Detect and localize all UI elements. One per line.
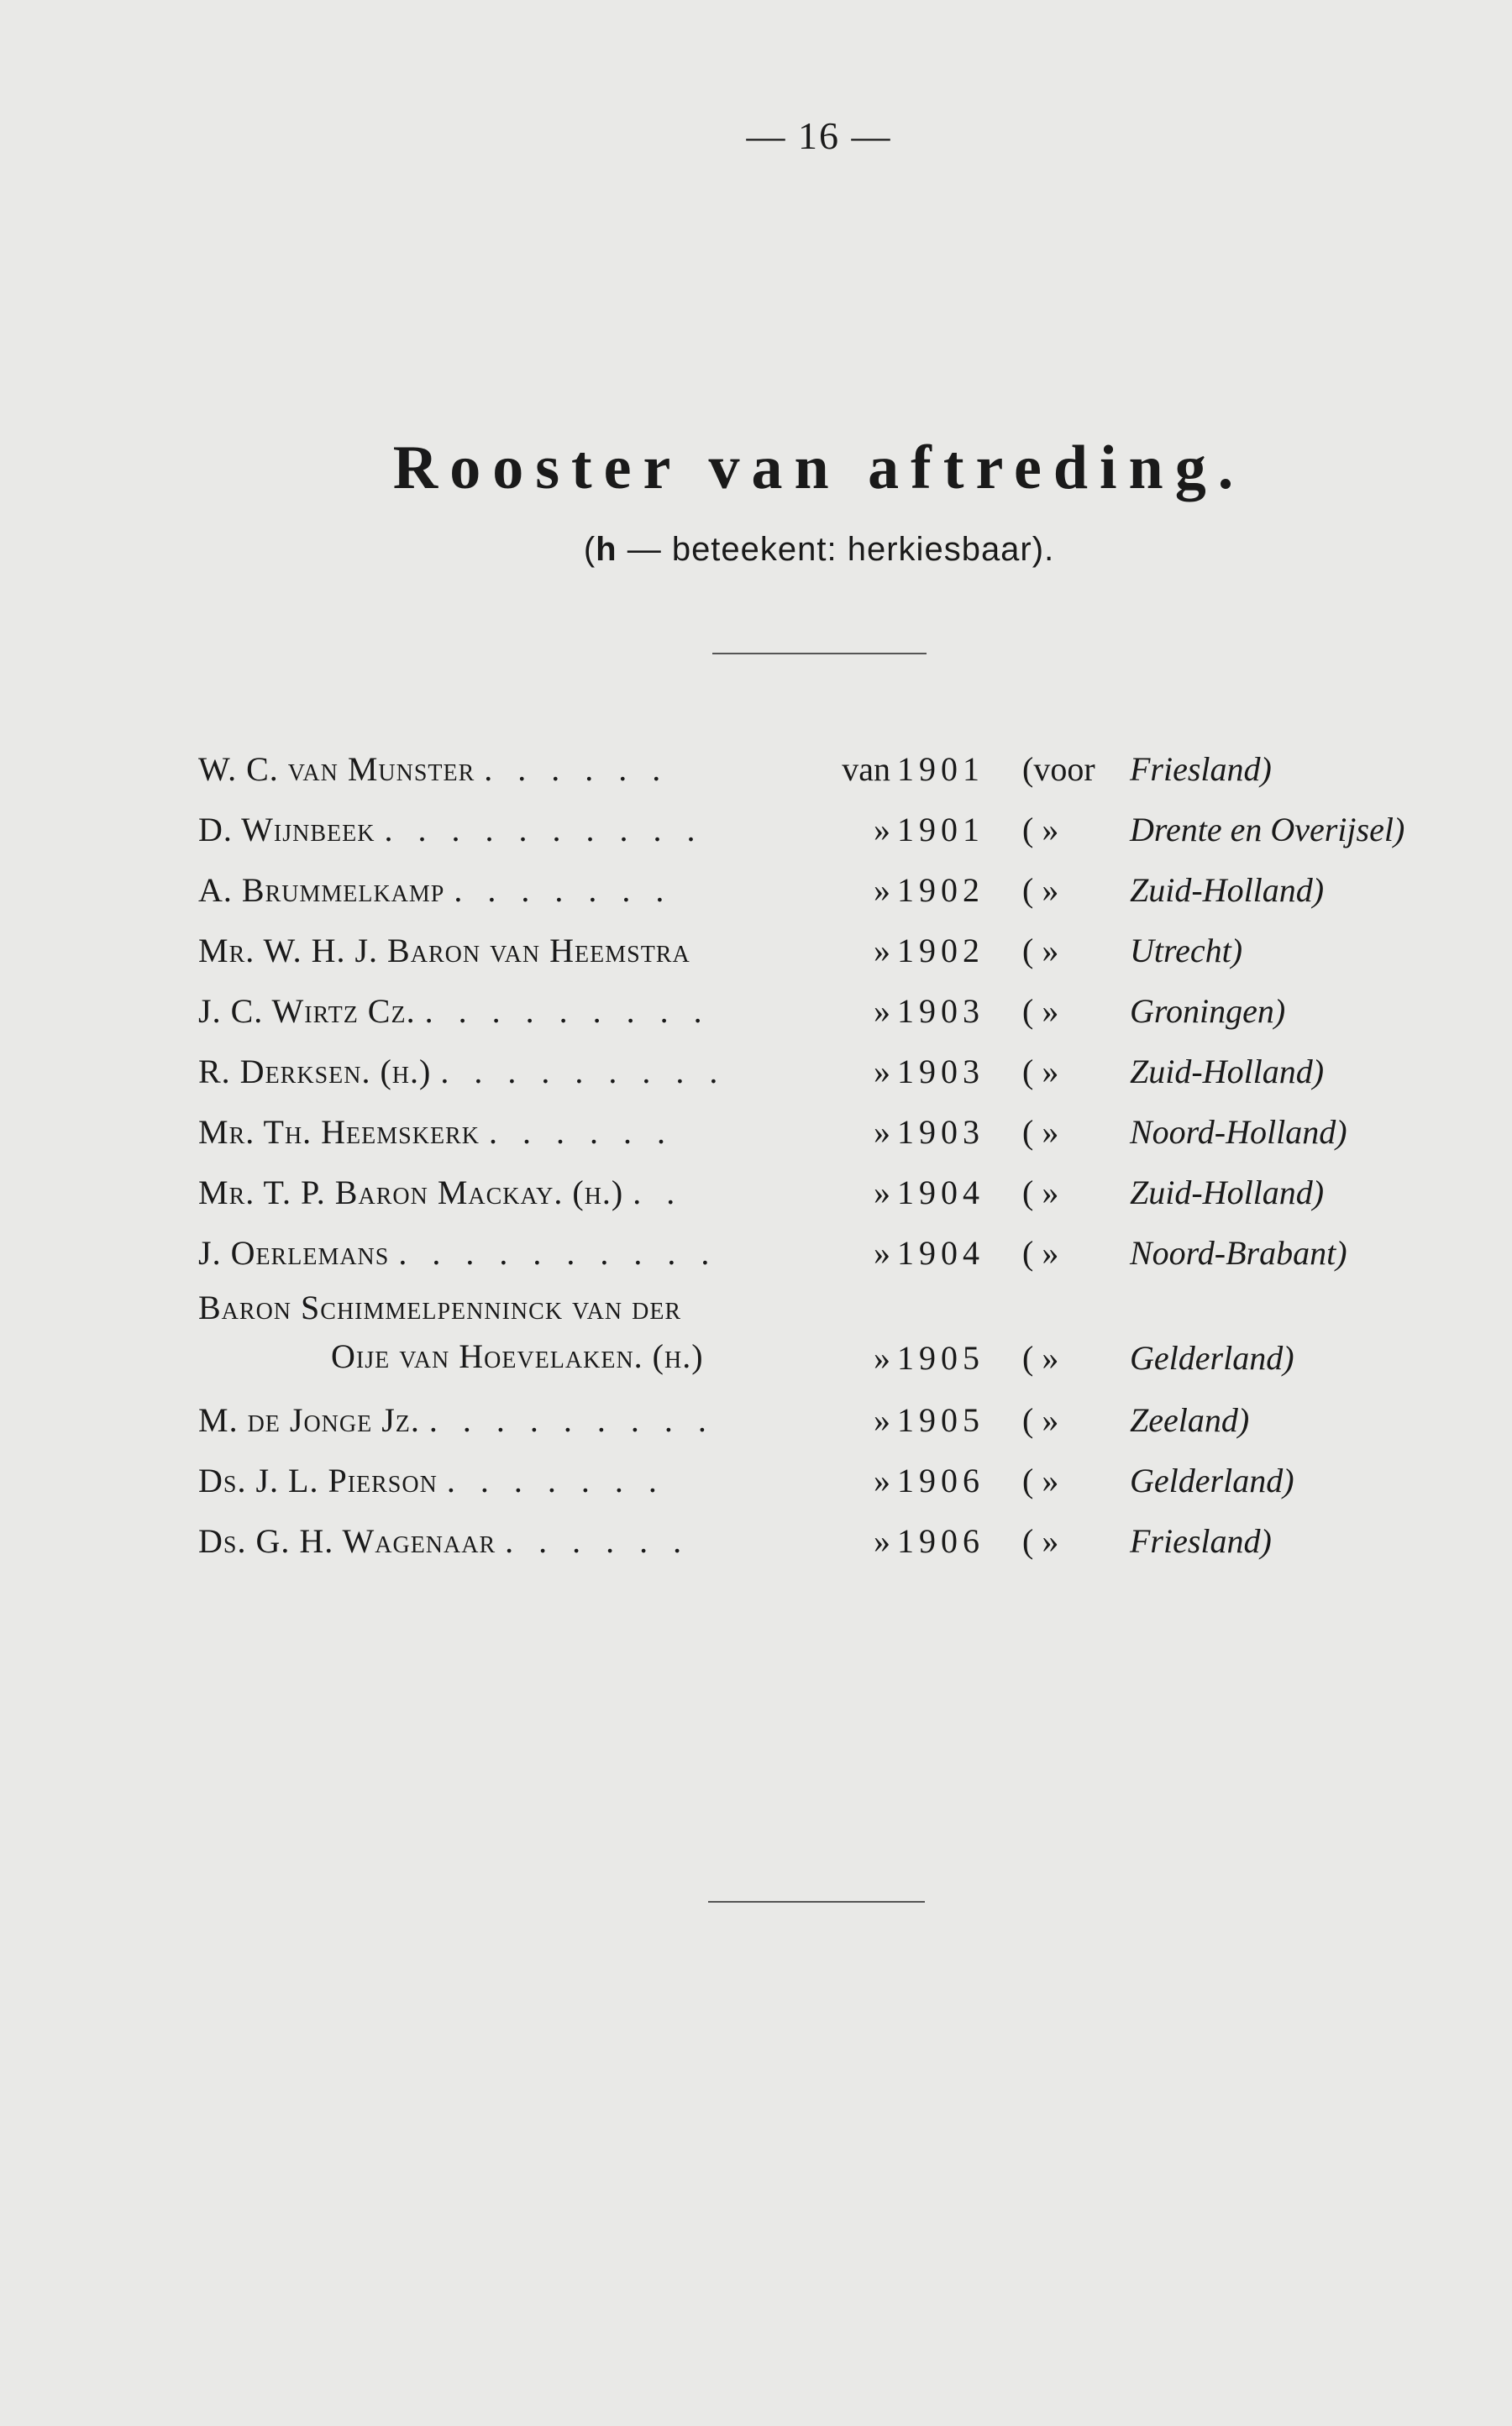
province-prefix: ( » <box>1022 932 1059 969</box>
member-name: J. Oerlemans . . . . . . . . . . <box>198 1234 718 1272</box>
province: Zeeland) <box>1130 1401 1250 1439</box>
province: Drente en Overijsel) <box>1130 811 1405 848</box>
from-label: » <box>874 932 890 969</box>
bottom-divider <box>708 1901 925 1903</box>
province: Utrecht) <box>1130 932 1243 969</box>
from-label: » <box>874 871 890 909</box>
member-name: J. C. Wirtz Cz. . . . . . . . . . <box>198 992 711 1030</box>
list-item <box>0 1223 1512 1284</box>
province-prefix: ( » <box>1022 1113 1059 1151</box>
member-name: W. C. van Munster . . . . . . <box>198 750 669 788</box>
list-item <box>0 1511 1512 1572</box>
list-item <box>0 860 1512 921</box>
member-name: Mr. W. H. J. Baron van Heemstra <box>198 932 690 969</box>
year: 1902 <box>897 932 984 969</box>
year: 1903 <box>897 1053 984 1090</box>
province-prefix: ( » <box>1022 1339 1059 1377</box>
member-name: Mr. Th. Heemskerk . . . . . . <box>198 1113 674 1151</box>
member-name: Ds. J. L. Pierson . . . . . . . <box>198 1462 665 1499</box>
province-prefix: ( » <box>1022 1522 1059 1560</box>
province: Noord-Brabant) <box>1130 1234 1347 1272</box>
province: Groningen) <box>1130 992 1286 1030</box>
year: 1904 <box>897 1174 984 1211</box>
province-prefix: ( » <box>1022 1401 1059 1439</box>
page-number: — 16 — <box>746 114 892 157</box>
province: Gelderland) <box>1130 1462 1294 1499</box>
year: 1903 <box>897 992 984 1030</box>
list-item <box>0 1102 1512 1163</box>
from-label: » <box>874 1401 890 1439</box>
list-item <box>0 981 1512 1042</box>
member-name: Mr. T. P. Baron Mackay. (h.) . . <box>198 1174 684 1211</box>
province: Zuid-Holland) <box>1130 871 1325 909</box>
province: Friesland) <box>1130 1522 1272 1560</box>
list-item <box>0 1163 1512 1223</box>
year: 1903 <box>897 1113 984 1151</box>
subtitle-mark: h <box>596 531 617 568</box>
member-name: Ds. G. H. Wagenaar . . . . . . <box>198 1522 690 1560</box>
list-item <box>0 739 1512 800</box>
list-item <box>0 800 1512 860</box>
province: Zuid-Holland) <box>1130 1053 1325 1090</box>
member-name: A. Brummelkamp . . . . . . . <box>198 871 673 909</box>
from-label: van <box>842 750 890 788</box>
from-label: » <box>874 1113 890 1151</box>
province: Gelderland) <box>1130 1339 1294 1377</box>
from-label: » <box>874 1522 890 1560</box>
subtitle: (h — beteekent: herkiesbaar). <box>583 531 1055 568</box>
subtitle-text: — beteekent: herkiesbaar). <box>627 531 1055 568</box>
province: Zuid-Holland) <box>1130 1174 1325 1211</box>
member-name-continued: Oije van Hoevelaken. (h.) <box>331 1337 704 1375</box>
top-divider <box>712 653 927 654</box>
year: 1901 <box>897 811 984 848</box>
page-title: Rooster van aftreding. <box>392 433 1246 502</box>
province-prefix: ( » <box>1022 1053 1059 1090</box>
list-item <box>0 921 1512 981</box>
province-prefix: ( » <box>1022 871 1059 909</box>
list-item <box>0 1042 1512 1102</box>
from-label: » <box>874 1339 890 1377</box>
from-label: » <box>874 1234 890 1272</box>
member-name: Baron Schimmelpenninck van der Oije van Hoevelaken. (h.) <box>198 1284 803 1381</box>
province-prefix: ( » <box>1022 1234 1059 1272</box>
list-item <box>0 1451 1512 1511</box>
from-label: » <box>874 1174 890 1211</box>
year: 1904 <box>897 1234 984 1272</box>
province-prefix: ( » <box>1022 1174 1059 1211</box>
year: 1906 <box>897 1522 984 1560</box>
member-name: M. de Jonge Jz. . . . . . . . . . <box>198 1401 715 1439</box>
from-label: » <box>874 1462 890 1499</box>
from-label: » <box>874 811 890 848</box>
list-item <box>0 1390 1512 1451</box>
province-prefix: ( » <box>1022 1462 1059 1499</box>
province-prefix: (voor <box>1022 750 1095 788</box>
province: Friesland) <box>1130 750 1272 788</box>
member-name: D. Wijnbeek . . . . . . . . . . <box>198 811 704 848</box>
province: Noord-Holland) <box>1130 1113 1347 1151</box>
from-label: » <box>874 992 890 1030</box>
member-name: R. Derksen. (h.) . . . . . . . . . <box>198 1053 727 1090</box>
province-prefix: ( » <box>1022 992 1059 1030</box>
year: 1906 <box>897 1462 984 1499</box>
retirement-schedule-list <box>0 739 1512 1572</box>
year: 1901 <box>897 750 984 788</box>
year: 1902 <box>897 871 984 909</box>
from-label: » <box>874 1053 890 1090</box>
year: 1905 <box>897 1339 984 1377</box>
list-item <box>0 1284 1512 1390</box>
province-prefix: ( » <box>1022 811 1059 848</box>
year: 1905 <box>897 1401 984 1439</box>
